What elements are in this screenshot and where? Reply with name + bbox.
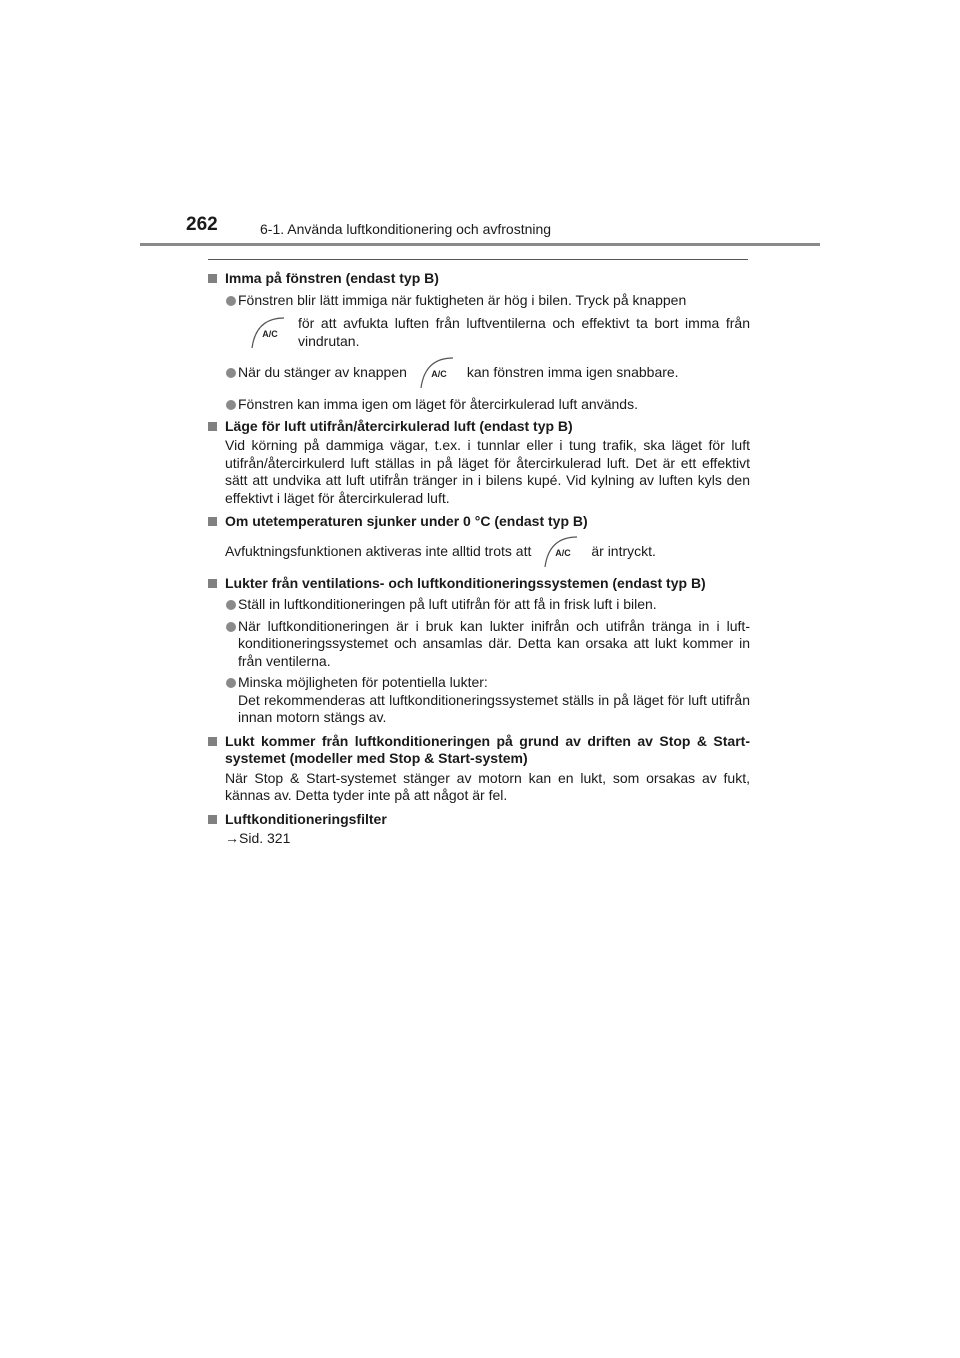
- chapter-title: 6-1. Använda luftkonditionering och avfrostning: [260, 221, 552, 237]
- section-square-icon: [208, 274, 217, 283]
- bullet-text: När du stänger av knappen: [238, 364, 407, 381]
- bullet-dot-icon: [226, 600, 236, 610]
- page-content: [208, 266, 750, 848]
- bullet-text-after: kan fönstren imma igen snabbare.: [466, 364, 679, 381]
- svg-text:A/C: A/C: [431, 369, 447, 379]
- section-body: När Stop & Start-systemet stänger av motorn kan en lukt, som orsakas av fukt, kännas av. Detta tyder inte på att något är fel.: [225, 769, 750, 803]
- section-title-odors: Lukter från ventilations- och luftkonditioneringssystemen (endast typ B): [208, 575, 750, 593]
- section-body: [208, 535, 750, 569]
- bullet-item: [208, 396, 750, 414]
- bullet-dot-icon: [226, 368, 236, 378]
- ac-button-icon: [539, 535, 583, 569]
- bullet-item: [208, 356, 750, 390]
- body-text: Avfuktningsfunktionen aktiveras inte alltid trots att: [225, 542, 532, 559]
- bullet-text: Minska möjligheten för potentiella lukter:: [238, 674, 488, 690]
- section-title-filter: Luftkonditioneringsfilter: [208, 811, 750, 829]
- ac-button-icon: [415, 356, 459, 390]
- section-title-temperature: Om utetemperaturen sjunker under 0 °C (endast typ B): [208, 513, 750, 531]
- section-square-icon: [208, 737, 217, 746]
- section-title-stop-start: Lukt kommer från luftkonditioneringen på grund av driften av Stop & Start-systemet (modeller med Stop & Start-system): [208, 733, 750, 768]
- section-square-icon: [208, 422, 217, 431]
- section-title-fog: Imma på fönstren (endast typ B): [208, 270, 750, 288]
- bullet-item: [208, 674, 750, 727]
- ac-button-icon: [246, 316, 290, 350]
- section-square-icon: [208, 517, 217, 526]
- section-body: Vid körning på dammiga vägar, t.ex. i tunnlar eller i tung trafik, ska läget för luft utifrån/återcirkulerd luft ställas in på läget för återcirkulerad luft. Det är ett effektivt sätt att undvika att luft utifrån tränger in i bilens kupé. Vid kylning av luften kyls den effektivt i läget för återcirkulerad luft.: [225, 437, 750, 506]
- ac-inline-line: [238, 356, 750, 390]
- content-top-rule: [208, 259, 748, 260]
- page-reference-link[interactable]: →Sid. 321: [225, 830, 291, 846]
- bullet-dot-icon: [226, 296, 236, 306]
- bullet-text: Fönstren blir lätt immiga när fuktigheten är hög i bilen. Tryck på knappen: [238, 291, 687, 308]
- bullet-text-continued: Det rekommenderas att luftkonditioneringssystemet ställs in på läget för luft utifrån innan motorn stängs av.: [238, 691, 750, 725]
- section-title-recirculation: Läge för luft utifrån/återcirkulerad luft (endast typ B): [208, 418, 750, 436]
- bullet-text: Fönstren kan imma igen om läget för återcirkulerad luft används.: [238, 396, 638, 412]
- header-rule: [140, 243, 820, 246]
- ac-inline-line: [238, 315, 750, 350]
- bullet-text: När luftkonditioneringen är i bruk kan lukter inifrån och utifrån tränga in i luft-konditioneringssystemet och ansamlas där. Detta kan orsaka att lukt kommer in från ventilerna.: [238, 617, 750, 669]
- section-square-icon: [208, 815, 217, 824]
- page-number: 262: [186, 214, 218, 235]
- bullet-dot-icon: [226, 400, 236, 410]
- body-text-after: är intryckt.: [591, 542, 656, 559]
- bullet-text: Ställ in luftkonditioneringen på luft utifrån för att få in frisk luft i bilen.: [238, 596, 657, 612]
- svg-text:A/C: A/C: [555, 547, 572, 558]
- bullet-item: [208, 596, 750, 614]
- bullet-dot-icon: [226, 678, 236, 688]
- section-square-icon: [208, 579, 217, 588]
- svg-text:A/C: A/C: [262, 328, 278, 339]
- ac-inline-line: [225, 535, 750, 569]
- bullet-dot-icon: [226, 622, 236, 632]
- bullet-item: [208, 618, 750, 671]
- bullet-text-after: för att avfukta luften från luftventilerna och effektivt ta bort imma från vindrutan.: [298, 315, 750, 349]
- bullet-item: [208, 292, 750, 351]
